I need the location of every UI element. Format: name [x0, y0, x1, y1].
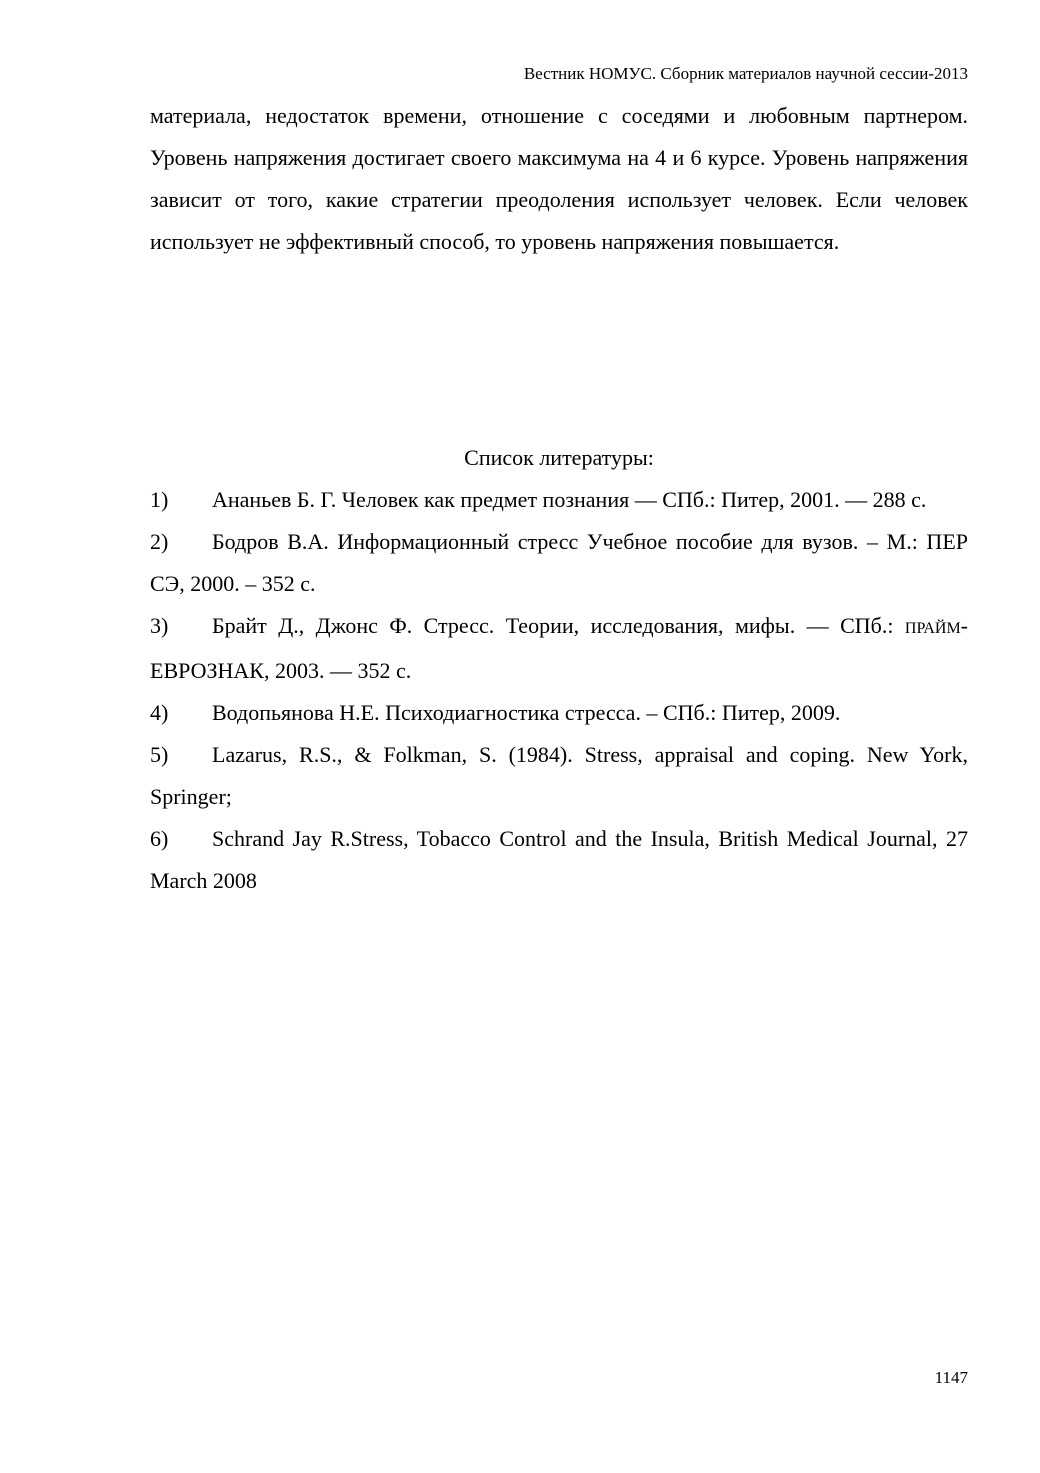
reference-item-4 — [150, 692, 968, 734]
reference-item-2 — [150, 521, 968, 605]
body-paragraph: материала, недостаток времени, отношение с соседями и любовным партнером. Уровень напряжения достигает своего максимума на 4 и 6 курсе. Уровень напряжения зависит от того, какие стратегии преодоления использует человек. Если человек использует не эффективный способ, то уровень напряжения повышается. — [150, 103, 968, 254]
running-header: Вестник НОМУС. Сборник материалов научной сессии-2013 — [523, 64, 968, 83]
reference-item-5 — [150, 734, 968, 818]
reference-number: 4) — [150, 700, 169, 725]
page-number: 1147 — [934, 1368, 968, 1387]
reference-text: Бодров В.А. Информационный стресс Учебное пособие для вузов. – М.: ПЕР СЭ, 2000. – 352 с. — [150, 529, 968, 596]
references-list — [150, 479, 968, 902]
reference-item-6 — [150, 818, 968, 902]
reference-text: Водопьянова Н.Е. Психодиагностика стресса. – СПб.: Питер, 2009. — [212, 700, 841, 725]
reference-item-1 — [150, 479, 968, 521]
reference-text: Ананьев Б. Г. Человек как предмет познания — СПб.: Питер, 2001. — 288 с. — [212, 487, 927, 512]
references-title: Список литературы: — [464, 445, 654, 470]
reference-number: 2) — [150, 529, 169, 554]
reference-text: Брайт Д., Джонс Ф. Стресс. Теории, исследования, мифы. — СПб.: — [212, 613, 905, 638]
reference-text: Lazarus, R.S., & Folkman, S. (1984). Stress, appraisal and coping. New York, Springer; — [150, 742, 968, 809]
reference-publisher-smallcaps: ПРАЙМ — [904, 620, 961, 637]
page-content — [150, 95, 968, 902]
reference-number: 3) — [150, 613, 169, 638]
reference-item-3 — [150, 605, 968, 692]
reference-number: 5) — [150, 742, 169, 767]
section-spacer — [150, 263, 968, 437]
reference-number: 1) — [150, 487, 169, 512]
reference-number: 6) — [150, 826, 169, 851]
reference-text-rest: -ЕВРОЗНАК, 2003. — 352 с. — [150, 613, 968, 683]
reference-text: Schrand Jay R.Stress, Tobacco Control and the Insula, British Medical Journal, 27 March 2008 — [150, 826, 968, 893]
